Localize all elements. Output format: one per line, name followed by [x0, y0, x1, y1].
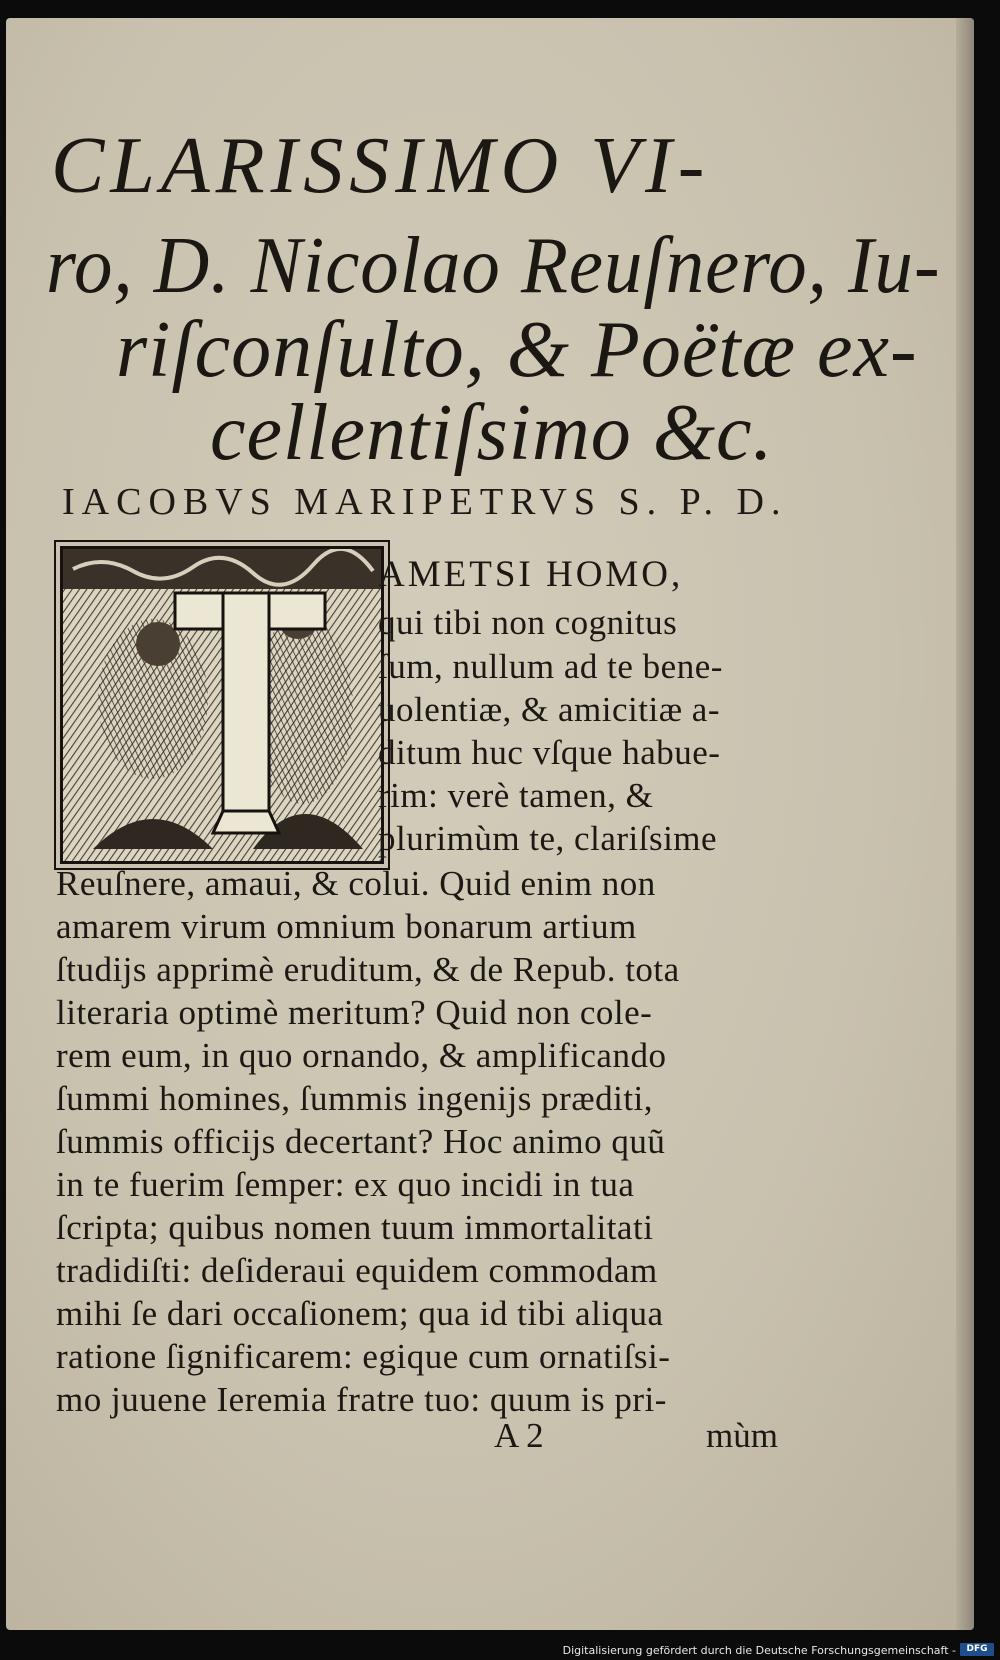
digitization-footer: [0, 1640, 1000, 1660]
footer-credit: Digitalisierung gefördert durch die Deutsche Forschungsgemeinschaft -: [562, 1644, 956, 1657]
body-line: amarem virum omnium bonarum artium: [56, 907, 637, 946]
body-line: ſtudijs apprimè eruditum, & de Repub. tota: [56, 950, 680, 989]
heading-line-2: ro, D. Nicolao Reuſnero, Iu-: [46, 222, 941, 310]
book-page: [6, 18, 974, 1630]
body-line: tradidiſti: deſideraui equidem commodam: [56, 1251, 658, 1290]
heading-line-1: CLARISSIMO VI-: [51, 122, 711, 210]
body-line: literaria optimè meritum? Quid non cole-: [56, 993, 653, 1032]
dfg-logo-icon: DFG: [960, 1643, 994, 1656]
salutation: IACOBVS MARIPETRVS S. P. D.: [62, 481, 788, 523]
page-foot: [6, 1416, 974, 1458]
body-line: ſcripta; quibus nomen tuum immortalitati: [56, 1208, 654, 1247]
body-line: qui tibi non cognitus: [378, 603, 678, 642]
catchword: mùm: [706, 1416, 778, 1455]
body-line: ſum, nullum ad te bene-: [378, 647, 723, 686]
body-line: plurimùm te, clariſsime: [378, 819, 718, 858]
body-line: Reuſnere, amaui, & colui. Quid enim non: [56, 864, 656, 903]
body-line: ſummis officijs decertant? Hoc animo quũ: [56, 1122, 666, 1161]
body-line: rem eum, in quo ornando, & amplificando: [56, 1036, 667, 1075]
woodcut-initial-letter: [60, 546, 384, 864]
heading-line-4: cellentiſsimo &c.: [210, 389, 774, 477]
body-line: in te fuerim ſemper: ex quo incidi in tua: [56, 1165, 635, 1204]
body-line: ditum huc vſque habue-: [378, 733, 721, 772]
page-edge: [956, 18, 974, 1630]
body-line: uolentiæ, & amicitiæ a-: [378, 690, 721, 729]
body-line: ſummi homines, ſummis ingenijs præditi,: [56, 1079, 654, 1118]
body-line: ratione ſignificarem: egique cum ornatiſsi-: [56, 1337, 671, 1376]
body-line: rim: verè tamen, &: [378, 776, 654, 815]
body-line: mo juuene Ieremia fratre tuo: quum is pri-: [56, 1380, 667, 1419]
woodcut-illustration: [63, 549, 381, 861]
body-line: mihi ſe dari occaſionem; qua id tibi aliqua: [56, 1294, 664, 1333]
signature-mark: A 2: [494, 1416, 544, 1455]
heading-line-3: riſconſulto, & Poëtæ ex-: [116, 306, 918, 394]
body-line: AMETSI HOMO,: [378, 554, 684, 595]
